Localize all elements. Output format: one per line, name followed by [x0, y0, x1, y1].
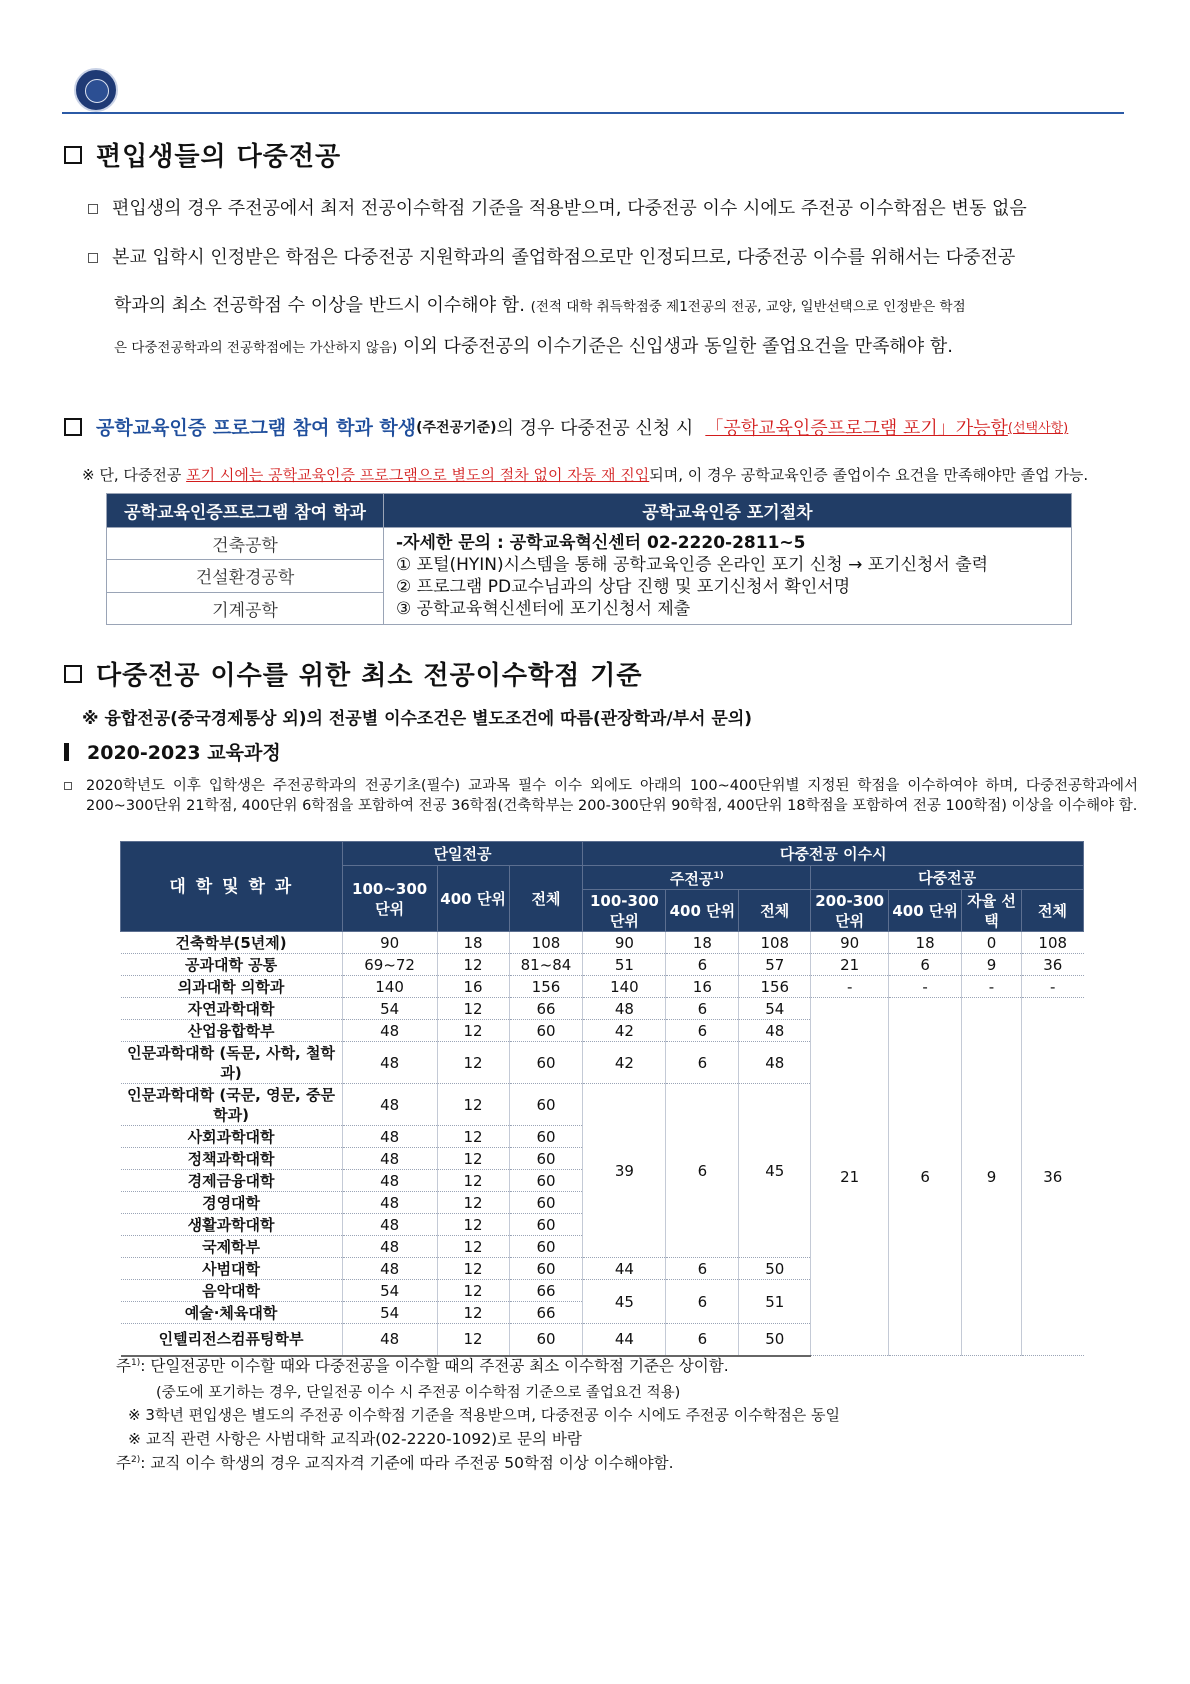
bullet-square-icon: [88, 204, 98, 214]
merged-major-400: 6: [666, 1084, 739, 1258]
section3-subtitle: 2020-2023 교육과정: [64, 738, 281, 765]
section2-note: ※ 단, 다중전공 포기 시에는 공학교육인증 프로그램으로 별도의 절차 없이 자동 재 진입되며, 이 경우 공학교육인증 졸업이수 요건을 만족해야만 졸업 가능.: [82, 466, 1089, 484]
procedure-step: ③ 공학교육혁신센터에 포기신청서 제출: [396, 599, 691, 619]
table-row: 건축학부(5년제) 90 18 108 90 18 108 90 18 0 108: [121, 932, 1084, 954]
header-single-major: 단일전공: [342, 842, 583, 866]
merged-music-400: 6: [666, 1280, 739, 1324]
procedure-contact: -자세한 문의 : 공학교육혁신센터 02-2220-2811~5: [396, 533, 806, 553]
table-row: 음악대학 54 12 66 45 6 51: [121, 1280, 1084, 1302]
credit-requirements-table: [120, 841, 1084, 1357]
engineering-certification-table: [106, 493, 1072, 625]
section1-line-3: 학과의 최소 전공학점 수 이상을 반드시 이수해야 함. (전적 대학 취득학점중 제1전공의 전공, 교양, 일반선택으로 인정받은 학점: [114, 295, 966, 316]
merged-music-100-300: 45: [583, 1280, 666, 1324]
merged-double-200-300: 21: [811, 998, 889, 1356]
header-free-elective: 자율 선택: [962, 890, 1022, 932]
checkbox-square-icon: [64, 146, 82, 164]
footnote-note-a: ※ 3학년 편입생은 별도의 주전공 이수학점 기준을 적용받으며, 다중전공 이수 시에도 주전공 이수학점은 동일: [128, 1406, 840, 1424]
checkbox-square-icon: [64, 418, 82, 436]
section3-note: ※ 융합전공(중국경제통상 외)의 전공별 이수조건은 별도조건에 따름(관장학과/부서 문의): [82, 709, 753, 729]
merged-major-100-300: 39: [583, 1084, 666, 1258]
university-seal-icon: [74, 68, 118, 112]
section1-bullet-2: 본교 입학시 인정받은 학점은 다중전공 지원학과의 졸업학점으로만 인정되므로, 다중전공 이수를 위해서는 다중전공: [88, 245, 1015, 271]
table-row: 정책과학대학 48 12 60: [121, 1148, 1084, 1170]
procedure-step: ② 프로그램 PD교수님과의 상담 진행 및 포기신청서 확인서명: [396, 577, 851, 597]
bar-marker-icon: [64, 743, 69, 761]
checkbox-square-icon: [64, 665, 82, 683]
table-row: 생활과학대학 48 12 60: [121, 1214, 1084, 1236]
table-row: 인텔리전스컴퓨팅학부 48 12 60 44 6 50: [121, 1324, 1084, 1356]
department-cell: 건설환경공학: [107, 560, 384, 592]
header-100-300: 100~300 단위: [342, 866, 437, 932]
footnote-1: 주$^{1)}$: 단일전공만 이수할 때와 다중전공을 이수할 때의 주전공 최소 이수학점 기준은 상이함.: [116, 1357, 729, 1375]
header-dept: 대 학 및 학 과: [121, 842, 343, 932]
department-cell: 건축공학: [107, 528, 384, 560]
section1-heading: [64, 136, 341, 173]
header-double-200-300: 200-300 단위: [811, 890, 889, 932]
section3-heading: [64, 655, 642, 692]
table-row: 인문과학대학 (독문, 사학, 철학과) 48 12 60 42 6 48: [121, 1042, 1084, 1084]
footnote-1-sub: (중도에 포기하는 경우, 단일전공 이수 시 주전공 이수학점 기준으로 졸업요건 적용): [156, 1385, 681, 1401]
header-total: 전체: [509, 866, 583, 932]
bullet-square-icon: [88, 253, 98, 263]
merged-double-total: 36: [1021, 998, 1083, 1356]
header-major: 주전공$^{1)}$: [583, 866, 811, 890]
merged-double-free: 9: [962, 998, 1022, 1356]
header-double-400: 400 단위: [889, 890, 962, 932]
table-row: 의과대학 의학과 140 16 156 140 16 156 - - - -: [121, 976, 1084, 998]
bullet-square-icon: [64, 782, 72, 790]
procedure-cell: [384, 528, 1072, 625]
procedure-step: ① 포털(HYIN)시스템을 통해 공학교육인증 온라인 포기 신청 → 포기신청서 출력: [396, 555, 989, 575]
footnote-note-b: ※ 교직 관련 사항은 사범대학 교직과(02-2220-1092)로 문의 바람: [128, 1430, 582, 1448]
section1-line-4: 은 다중전공학과의 전공학점에는 가산하지 않음) 이외 다중전공의 이수기준은 신입생과 동일한 졸업요건을 만족해야 함.: [114, 336, 954, 357]
table-row: 인문과학대학 (국문, 영문, 중문학과) 48 12 60 39 6 45: [121, 1084, 1084, 1126]
department-cell: 기계공학: [107, 592, 384, 624]
merged-major-total: 45: [739, 1084, 811, 1258]
header-multi-major: 다중전공 이수시: [583, 842, 1084, 866]
table-row: 공과대학 공통 69~72 12 81~84 51 6 57 21 6 9 36: [121, 954, 1084, 976]
header-rule: [62, 112, 1124, 114]
table-row: 경제금융대학 48 12 60: [121, 1170, 1084, 1192]
header-major-100-300: 100-300 단위: [583, 890, 666, 932]
section3-title: 다중전공 이수를 위한 최소 전공이수학점 기준: [96, 661, 643, 691]
section3-description: 2020학년도 이후 입학생은 주전공학과의 전공기초(필수) 교과목 필수 이수 외에도 아래의 100~400단위별 지정된 학점을 이수하여야 하며, 다중전공학과에서 200~300단위 21학점, 400단위 6학점을 포함하여 전공 36학점(건축학부는 200-300단위 90학점, 400단위 18학점을 포함하여 전공 100학점) 이상을 이수해야 함.: [64, 776, 1138, 816]
header-400: 400 단위: [437, 866, 509, 932]
table-header: 공학교육인증프로그램 참여 학과: [107, 494, 384, 528]
merged-double-400: 6: [889, 998, 962, 1356]
section2-heading: 공학교육인증 프로그램 참여 학과 학생 (주전공기준) 의 경우 다중전공 신청 시 「공학교육인증프로그램 포기」가능함 (선택사항): [64, 413, 1068, 440]
merged-music-total: 51: [739, 1280, 811, 1324]
header-major-total: 전체: [739, 890, 811, 932]
header-major-400: 400 단위: [666, 890, 739, 932]
section1-bullet-1: 편입생의 경우 주전공에서 최저 전공이수학점 기준을 적용받으며, 다중전공 이수 시에도 주전공 이수학점은 변동 없음: [88, 196, 1027, 222]
header-double-total: 전체: [1021, 890, 1083, 932]
table-row: 예술·체육대학 54 12 66: [121, 1302, 1084, 1324]
footnote-2: 주$^{2)}$: 교직 이수 학생의 경우 교직자격 기준에 따라 주전공 50학점 이상 이수해야함.: [116, 1454, 674, 1472]
header-double-major: 다중전공: [811, 866, 1084, 890]
table-row: 사범대학 48 12 60 44 6 50: [121, 1258, 1084, 1280]
table-row: 사회과학대학 48 12 60: [121, 1126, 1084, 1148]
table-row: 국제학부 48 12 60: [121, 1236, 1084, 1258]
section1-title: 편입생들의 다중전공: [96, 142, 342, 172]
table-row: 산업융합학부 48 12 60 42 6 48: [121, 1020, 1084, 1042]
table-row: 자연과학대학 54 12 66 48 6 54 21 6 9 36: [121, 998, 1084, 1020]
table-row: 경영대학 48 12 60: [121, 1192, 1084, 1214]
table-header: 공학교육인증 포기절차: [384, 494, 1072, 528]
